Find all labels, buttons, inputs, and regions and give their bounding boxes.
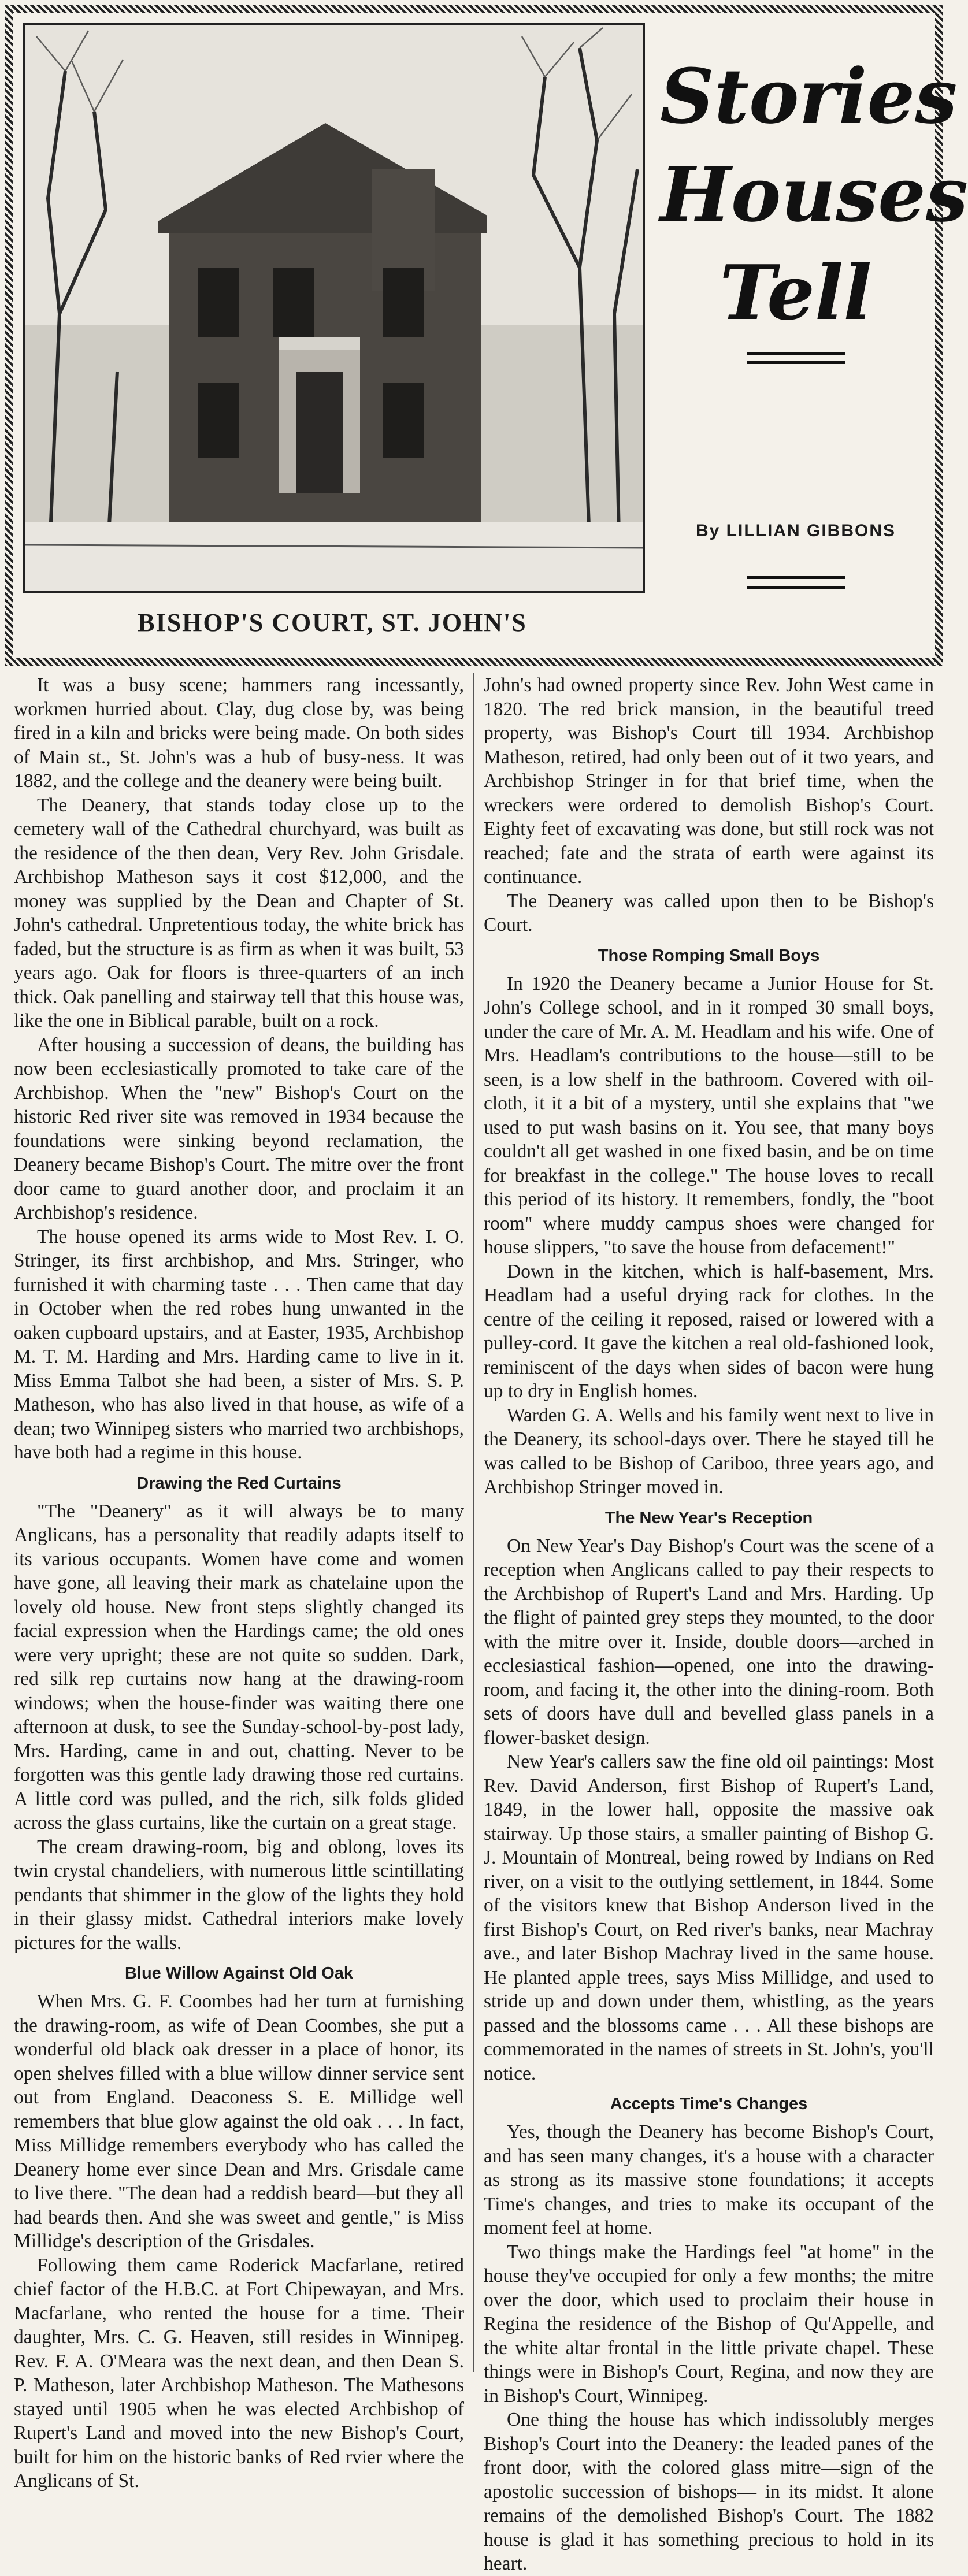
article-body [14,673,934,2574]
left-column [14,673,464,2492]
section-heading: Those Romping Small Boys [598,946,820,965]
byline-rule [747,586,845,589]
paragraph: The house opened its arms wide to Most Rev. I. O. Stringer, its first archbishop, and Mrs. Stringer, who furnished it with charming taste . . . Then came that day in October when the red robes hung unwanted in the oaken cupboard upstairs, and at Easter, 1935, Archbishop M. T. M. Harding and Mrs. Harding came to live in it. Miss Emma Talbot she had been, a sister of Mrs. S. P. Matheson, who has also lived in that house, as wife of a dean; two Winnipeg sisters who married two archbishops, have both had a regime in this house. [14,1226,464,1463]
photo-caption: BISHOP'S COURT, ST. JOHN'S [138,608,527,637]
title-line-3: Tell [719,248,872,337]
paragraph: It was a busy scene; hammers rang incessantly, workmen hurried about. Clay, dug close by, was being fired in a kiln and bricks were being made. On both sides of Main st., St. John's was a hub of busy-ness. It was 1882, and the college and the deanery were being built. [14,674,464,792]
title-rule [747,352,845,355]
paragraph: On New Year's Day Bishop's Court was the scene of a reception when Anglicans called to pay their respects to the Archbishop of Rupert's Land and Mrs. Harding. Up the flight of painted grey steps they mounted, to the door with the mitre over it. Inside, double doors—arched in ecclesiastical fashion—opened, one into the drawing-room, and facing it, the other into the dining-room. Both sets of doors have dull and bevelled glass panels in a flower-basket design. [484,1535,934,1749]
house-photo [23,23,645,593]
paragraph: Following them came Roderick Macfarlane, retired chief factor of the H.B.C. at Fort Chipewayan, and Mrs. Macfarlane, who rented the house for a time. Their daughter, Mrs. C. G. Heaven, still resides in Winnipeg. Rev. F. A. O'Meara was the next dean, and then Dean S. P. Matheson, later Archbishop Matheson. The Mathesons stayed until 1905 when he was elected Archbishop of Rupert's Land and moved into the new Bishop's Court, built for him on the historic banks of Red rvier where the Anglicans of St. [14,2254,464,2492]
paragraph: In 1920 the Deanery became a Junior House for St. John's College school, and in it romped 30 small boys, under the care of Mr. A. M. Headlam and his wife. One of Mrs. Headlam's contributions to the house—still to be seen, is a low shelf in the bathroom. Covered with oil-cloth, it it a bit of a mystery, until she explains that "we used to put wash basins on it. You see, that many boys couldn't all get washed in one fixed basin, and be on time for breakfast in the college." The house loves to recall this period of its history. It remembers, fondly, the "boot room" where muddy campus shoes were changed for house slippers, "to save the house from defacement!" [484,973,934,1258]
paragraph: New Year's callers saw the fine old oil paintings: Most Rev. David Anderson, first Bishop of Rupert's Land, 1849, in the lower hall, opposite the massive oak stairway. Up those stairs, a smaller painting of Bishop G. J. Mountain of Montreal, being rowed by Indians on Red river, on a visit to the outlying settlement, in 1844. Some of the visitors knew that Bishop Anderson lived in the first Bishop's Court, on Red river's banks, near Machray ave., and later Bishop Machray lived in the same house. He planted apple trees, says Miss Millidge, and used to stride up and down under them, whistling, as the years passed and the blossoms came . . . All these bishops are commemorated in the names of streets in St. John's, you'll notice. [484,1751,934,2084]
section-heading: Blue Willow Against Old Oak [124,1964,354,1983]
column-divider [473,673,474,2372]
paragraph: Down in the kitchen, which is half-basement, Mrs. Headlam had a useful drying rack for clothes. In the centre of the ceiling it reposed, raised or lowered with a pulley-cord. It gave the kitchen a real old-fashioned look, reminiscent of the days when sides of bacon were hung up to dry in English homes. [484,1260,934,1402]
paragraph: "The "Deanery" as it will always be to many Anglicans, has a personality that readily adapts itself to its various occupants. Women have come and women have gone, all leaving their mark as chatelaine upon the lovely old house. New front steps slightly changed its facial expression when the Hardings came; the old ones were very upright; these are not quite so sudden. Dark, red silk rep curtains now hang at the drawing-room windows; when the house-finder was waiting there one afternoon at dusk, to see the Sunday-school-by-post lady, Mrs. Harding, came in and out, chatting. Never to be forgotten was this gentle lady drawing those red curtains. A little cord was pulled, and the rich, silk folds glided across the glass curtains, like the curtain on a great stage. [14,1500,464,1833]
paragraph: The Deanery was called upon then to be Bishop's Court. [484,890,934,936]
byline-rule [747,576,845,579]
house-photo-illustration [25,25,643,591]
paragraph: John's had owned property since Rev. John West came in 1820. The red brick mansion, in the beautiful treed property, was Bishop's Court till 1934. Archbishop Matheson, retired, had only been out of it two years, and Archbishop Stringer in for that brief time, when the wreckers were ordered to demolish Bishop's Court. Eighty feet of excavating was done, but still rock was not reached; fate and the strata of earth were against its continuance. [484,674,934,888]
paragraph: The cream drawing-room, big and oblong, loves its twin crystal chandeliers, with numerous little scintillating pendants that shimmer in the glow of the lights they hold in their glassy midst. Cathedral interiors make lovely pictures for the walls. [14,1836,464,1954]
paragraph: Warden G. A. Wells and his family went next to live in the Deanery, its school-days over. There he stayed till he was called to be Bishop of Cariboo, three years ago, and Archbishop Stringer moved in. [484,1404,934,1498]
title-rule [747,361,845,364]
byline: By LILLIAN GIBBONS [695,521,896,540]
paragraph: One thing the house has which indissolubly merges Bishop's Court into the Deanery: the leaded panes of the front door, with the colored glass mitre—sign of the apostolic succession of bishops— in its midst. It alone remains of the demolished Bishop's Court. The 1882 house is glad it has something precious to hold in its heart. [484,2409,934,2574]
paragraph: Yes, though the Deanery has become Bishop's Court, and has seen many changes, it's a house with a character as strong as its massive stone foundations; it accepts Time's changes, and tries to make its occupant of the moment feel at home. [484,2121,934,2239]
article-title [660,47,968,374]
paragraph: The Deanery, that stands today close up to the cemetery wall of the Cathedral churchyard, was built as the residence of the then dean, Very Rev. John Grisdale. Archbishop Matheson says it cost $12,000, and the money was supplied by the Dean and Chapter of St. John's cathedral. Unpretentious today, the white brick has faded, but the structure is as firm as when it was built, 53 years ago. Oak for floors is three-quarters of an inch thick. Oak panelling and stairway tell that this house was, like the one in Biblical parable, built on a rock. [14,794,464,1031]
section-heading: The New Year's Reception [604,1508,813,1527]
title-line-1: Stories [660,52,958,140]
paragraph: When Mrs. G. F. Coombes had her turn at furnishing the drawing-room, as wife of Dean Coombes, she put a wonderful old black oak dresser in a place of honor, its open shelves filled with a blue willow dinner service sent out from England. Deaconess S. E. Millidge well remembers that blue glow against the old oak . . . In fact, Miss Millidge remembers everybody who has called the Deanery home ever since Dean and Mrs. Grisdale came to live there. "The dean had a reddish beard—but they all had beards then. And she was sweet and gentle," is Miss Millidge's description of the Grisdales. [14,1991,464,2252]
article-header [5,5,968,666]
right-column [484,673,934,2574]
section-heading: Accepts Time's Changes [610,2095,808,2113]
paragraph: After housing a succession of deans, the building has now been ecclesiastically promoted to take care of the Archbishop. When the "new" Bishop's Court on the historic Red river site was removed in 1934 because the foundations were sinking beyond reclamation, the Deanery became Bishop's Court. The mitre over the front door came to guard another door, and proclaim it an Archbishop's residence. [14,1034,464,1223]
section-heading: Drawing the Red Curtains [136,1473,342,1493]
paragraph: Two things make the Hardings feel "at home" in the house they've occupied for only a few months; the mitre over the door, which used to proclaim their house in Regina the residence of the Bishop of Qu'Appelle, and the white altar frontal in the little private chapel. These things were in Bishop's Court, Regina, and now they are in Bishop's Court, Winnipeg. [484,2241,934,2407]
title-line-2: Houses [660,150,968,239]
